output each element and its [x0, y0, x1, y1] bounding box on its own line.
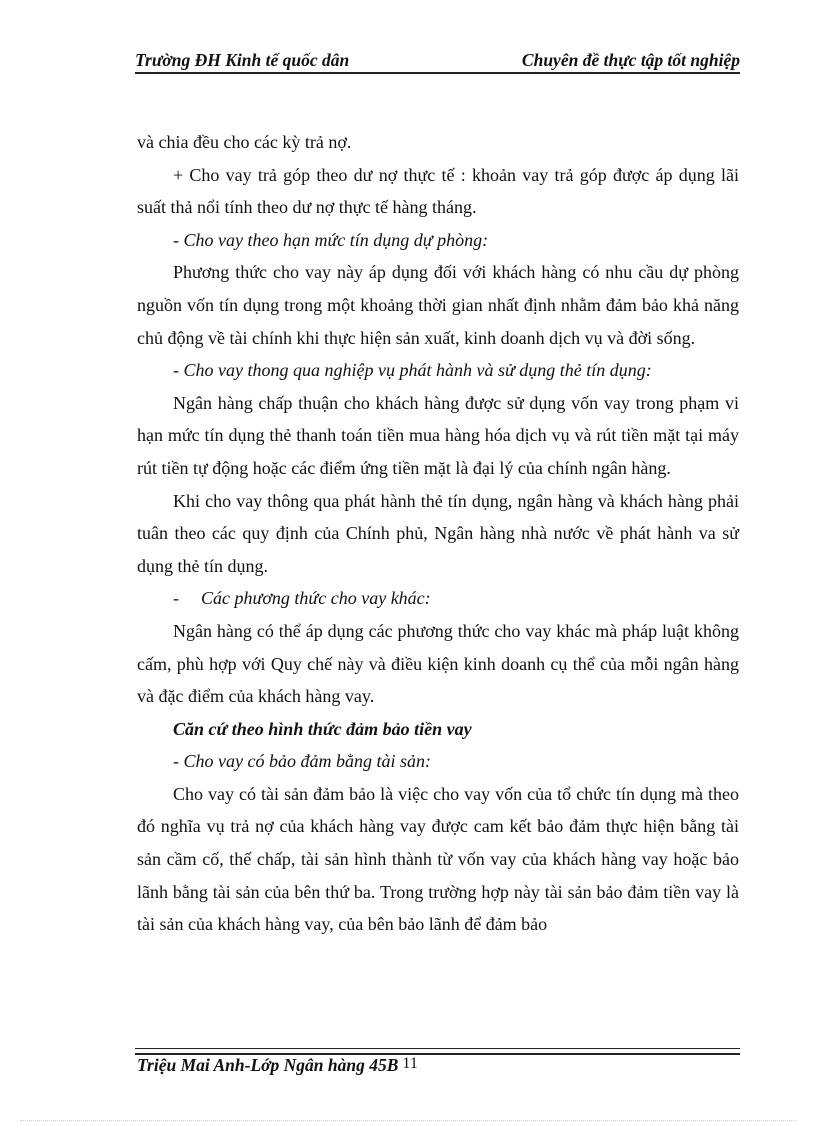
- paragraph: + Cho vay trả góp theo dư nợ thực tế : khoản vay trả góp được áp dụng lãi suất thả nổi tính theo dư nợ thực tế hàng tháng.: [137, 164, 739, 218]
- page-edge-divider: [20, 1120, 796, 1121]
- page-header: [135, 50, 740, 74]
- subheading-text: Các phương thức cho vay khác:: [201, 588, 431, 609]
- page-body: [137, 126, 739, 941]
- section-heading: Căn cứ theo hình thức đảm bảo tiền vay: [173, 718, 472, 739]
- paragraph: Khi cho vay thông qua phát hành thẻ tín dụng, ngân hàng và khách hàng phải tuân theo các quy định của Chính phủ, Ngân hàng nhà nước về phát hành va sử dụng thẻ tín dụng.: [137, 490, 739, 576]
- subheading-item: - Cho vay có bảo đảm bằng tài sản:: [173, 751, 431, 772]
- paragraph: Ngân hàng có thể áp dụng các phương thức cho vay khác mà pháp luật không cấm, phù hợp với Quy chế này và điều kiện kinh doanh cụ thể của mỗi ngân hàng và đặc điểm của khách hàng vay.: [137, 620, 739, 707]
- paragraph: và chia đều cho các kỳ trả nợ.: [137, 132, 352, 152]
- header-university: Trường ĐH Kinh tế quốc dân: [135, 50, 350, 70]
- list-dash: -: [173, 588, 179, 609]
- header-document-type: Chuyên đề thực tập tốt nghiệp: [521, 50, 740, 70]
- subheading-item: - Cho vay thong qua nghiệp vụ phát hành và sử dụng thẻ tín dụng:: [173, 360, 652, 381]
- page-number: 11: [402, 1055, 418, 1072]
- paragraph: Ngân hàng chấp thuận cho khách hàng được sử dụng vốn vay trong phạm vi hạn mức tín dụng thẻ thanh toán tiền mua hàng hóa dịch vụ và rút tiền mặt tại máy rút tiền tự động hoặc các điểm ứng tiền mặt là đại lý của chính ngân hàng.: [137, 392, 739, 478]
- page-footer: [137, 1055, 418, 1076]
- footer-author: Triệu Mai Anh-Lớp Ngân hàng 45B: [137, 1055, 399, 1075]
- paragraph: Phương thức cho vay này áp dụng đối với khách hàng có nhu cầu dự phòng nguồn vốn tín dụng trong một khoảng thời gian nhất định nhằm đảm bảo khả năng chủ động về tài chính khi thực hiện sản xuất, kinh doanh dịch vụ và đời sống.: [137, 262, 739, 348]
- footer-divider: [135, 1048, 740, 1055]
- paragraph: Cho vay có tài sản đảm bảo là việc cho vay vốn của tổ chức tín dụng mà theo đó nghĩa vụ trả nợ của khách hàng vay được cam kết bảo đảm thực hiện bằng tài sản cầm cố, thế chấp, tài sản hình thành từ vốn vay của khách hàng vay hoặc bảo lãnh bằng tài sản của bên thứ ba. Trong trường hợp này tài sản bảo đảm tiền vay là tài sản của khách hàng vay, của bên bảo lãnh để đảm bảo: [137, 783, 739, 935]
- subheading-item: [137, 582, 739, 615]
- subheading-item: - Cho vay theo hạn mức tín dụng dự phòng:: [173, 229, 489, 250]
